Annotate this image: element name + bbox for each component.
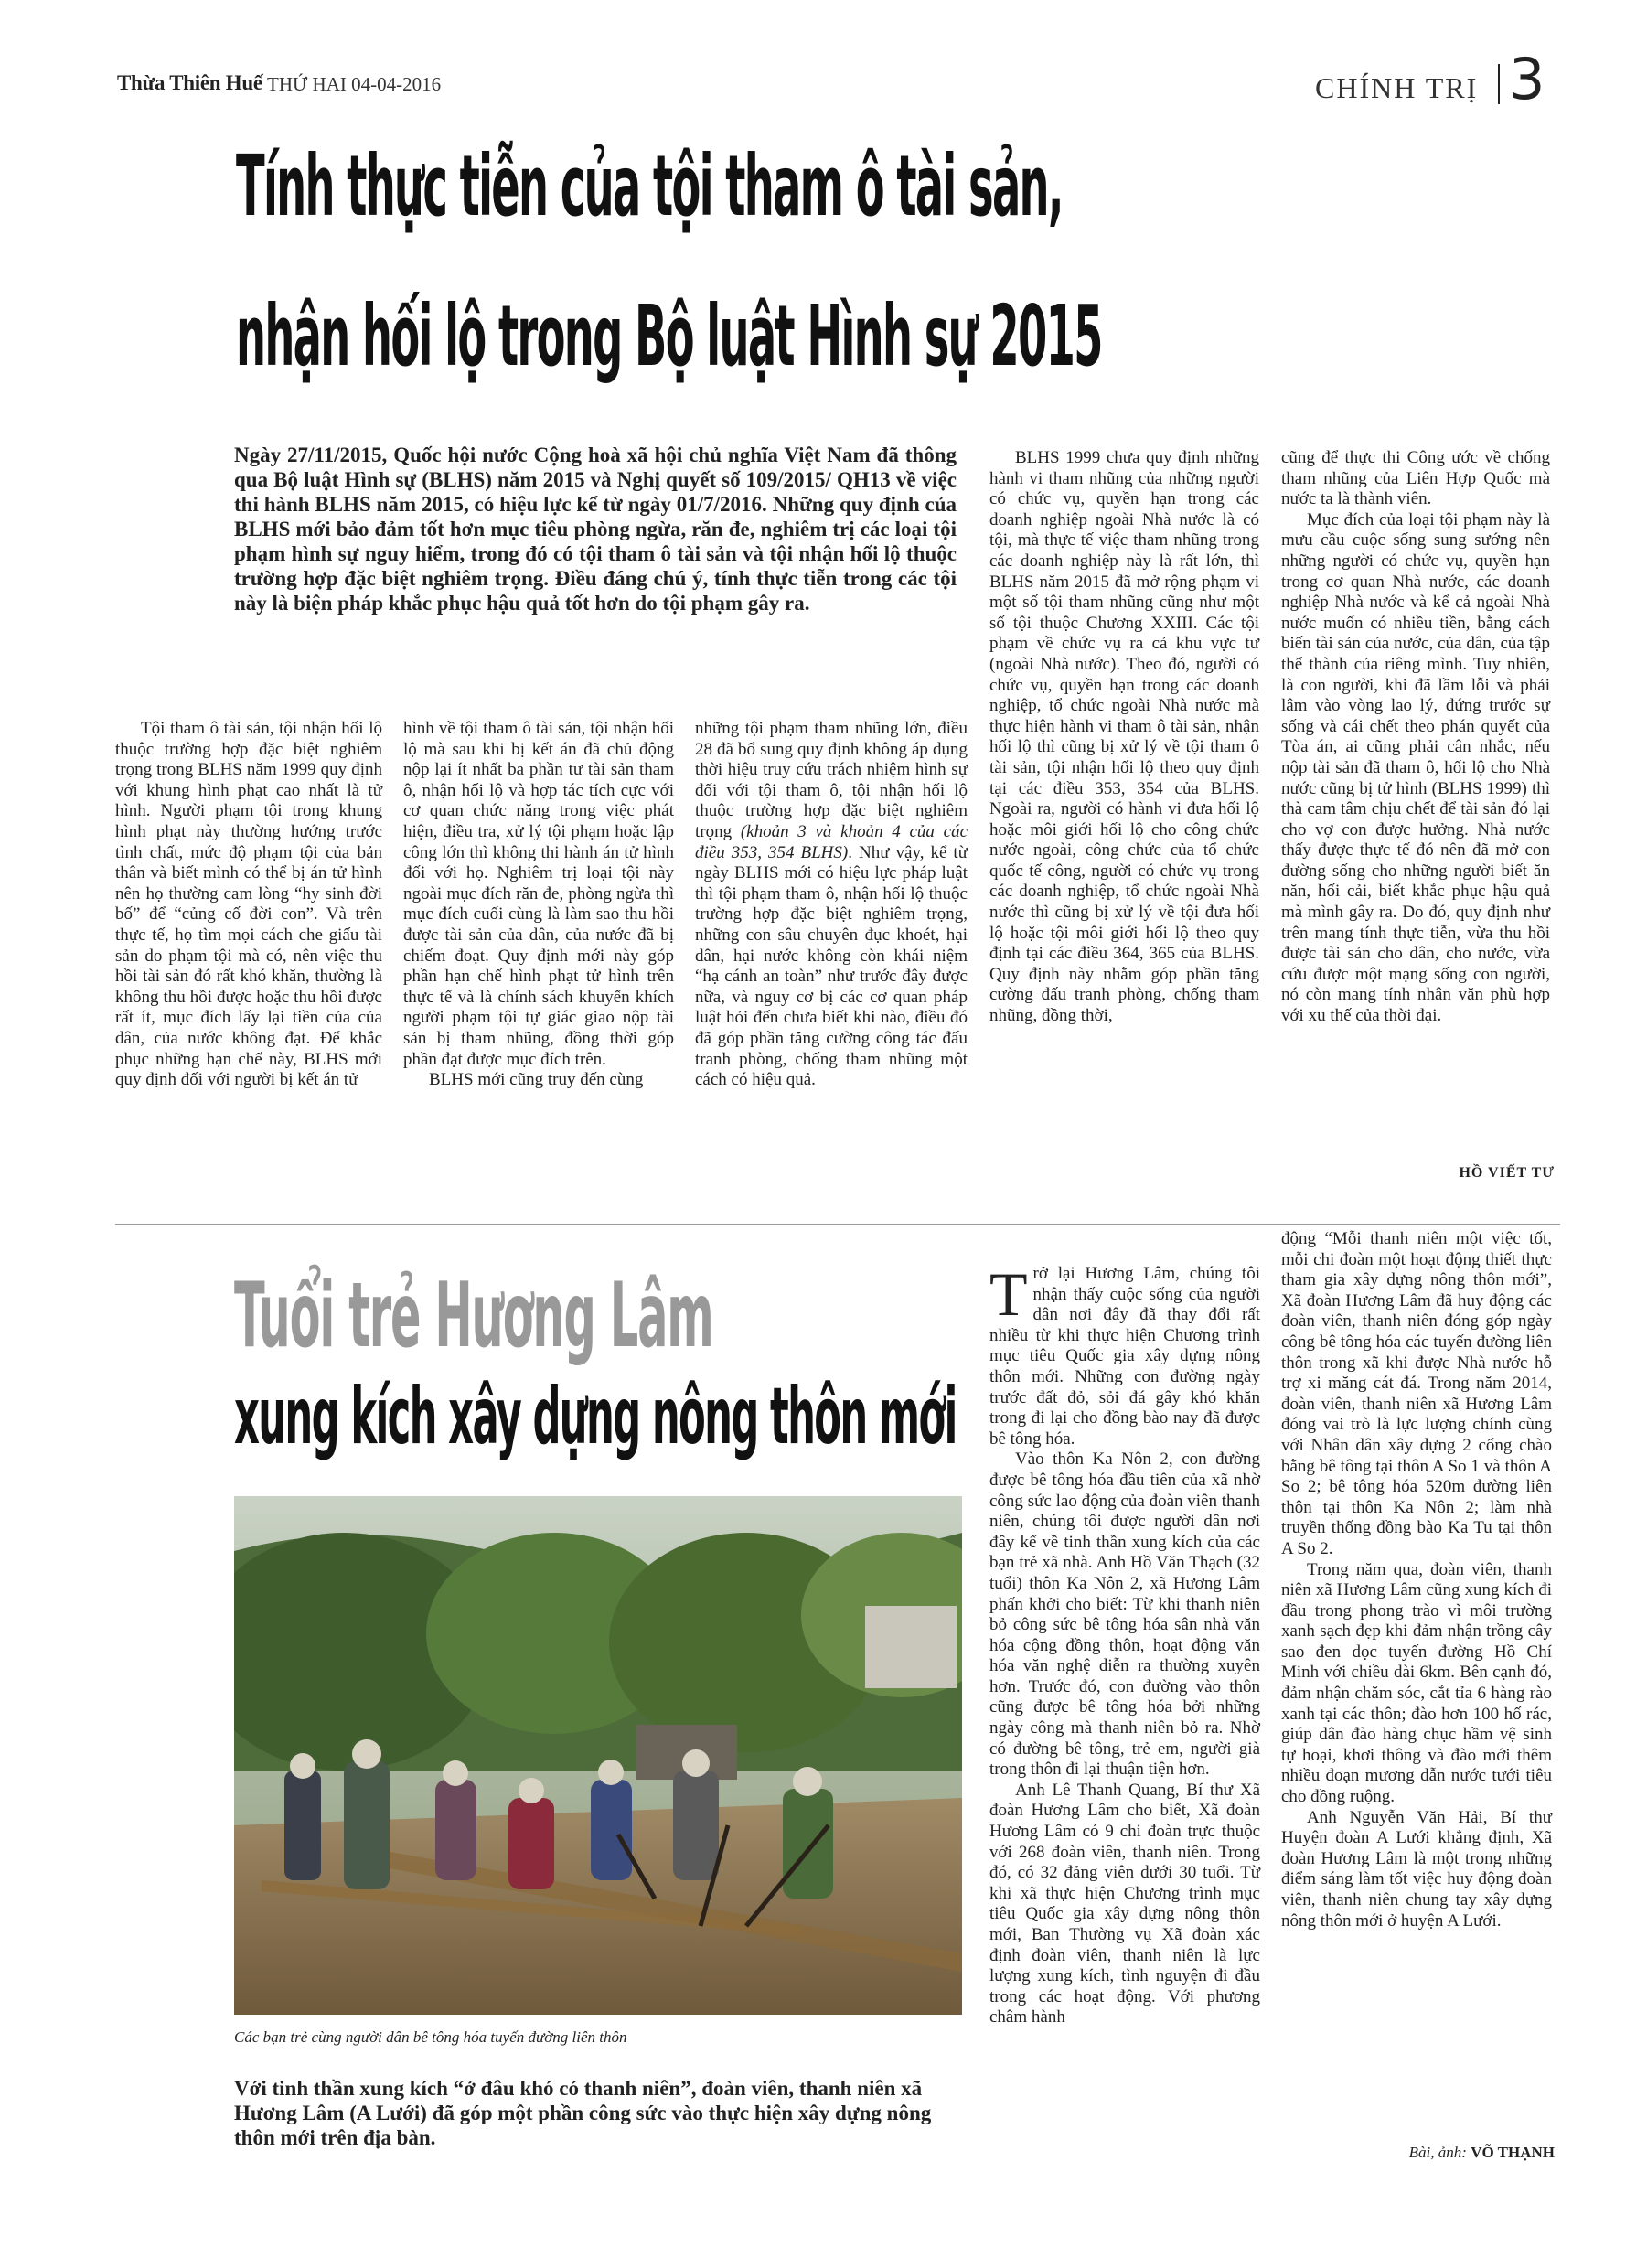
paragraph: BLHS mới cũng truy đến cùng (429, 1070, 644, 1090)
paragraph: Anh Nguyễn Văn Hải, Bí thư Huyện đoàn A Lưới khẳng định, Xã đoàn Hương Lâm là một trong những điểm sáng làm tốt việc huy động đoàn viên, thanh niên chung tay xây dựng nông thôn mới ở huyện A Lưới. (1281, 1807, 1552, 1931)
article2-title-line1: Tuổi trẻ Hương Lâm (234, 1264, 713, 1368)
text-run: những tội phạm tham nhũng lớn, điều 28 đã bổ sung quy định không áp dụng thời hiệu truy cứu trách nhiệm hình sự đối với tội tham ô, tội nhận hối lộ thuộc trường hợp đặc biệt nghiêm trọng (695, 719, 968, 841)
paragraph: Tội tham ô tài sản, tội nhận hối lộ thuộc trường hợp đặc biệt nghiêm trọng trong BLHS năm 1999 quy định với khung hình phạt cao nhất là tử hình. Người phạm tội trong khung hình phạt này thường hướng trước tình chất, mức độ phạm tội của bản thân và biết mình có thể bị án tử hình nên họ thường cam lòng “hy sinh đời bố” để “củng cố đời con”. Và trên thực tế, họ tìm mọi cách che giấu tài sản do phạm tội mà có, nên việc thu hồi tài sản đó rất khó khăn, thường là không thu hồi được hoặc thu hồi được rất ít, mục đích lấy lại tiền của của dân, của nước không đạt. Để khắc phục những hạn chế này, BLHS mới quy định đối với người bị kết án tử (115, 719, 382, 1090)
drop-cap: T (989, 1259, 1028, 1329)
page-number: 3 (1509, 46, 1545, 112)
section-label: CHÍNH TRỊ (1315, 71, 1479, 104)
article2-column-2 (1281, 1229, 1552, 1931)
article2-photo (234, 1496, 962, 2015)
article1-byline: HỒ VIẾT TƯ (1459, 1165, 1555, 1181)
text-run: . Như vậy, kể từ ngày BLHS mới có hiệu lực pháp luật thì tội phạm tham ô, nhận hối lộ thuộc trường hợp đặc biệt nghiêm trọng, những con sâu chuyên đục khoét, hại dân, hại nước không còn khái niệm “hạ cánh an toàn” như trước đây được nữa, và nguy cơ bị các cơ quan pháp luật hỏi đến chưa biết khi nào, điều đó đã góp phần tăng cường công tác đấu tranh phòng, chống tham nhũng một cách có hiệu quả. (695, 842, 968, 1090)
issue-date: THỨ HAI 04-04-2016 (267, 73, 442, 95)
byline-name: VÕ THẠNH (1471, 2144, 1555, 2161)
article1-title-line2: nhận hối lộ trong Bộ luật Hình sự 2015 (236, 287, 1102, 385)
article1-title-line1: Tính thực tiễn của tội tham ô tài sản, (236, 137, 1063, 235)
article2-lead: Với tinh thần xung kích “ở đâu khó có thanh niên”, đoàn viên, thanh niên xã Hương Lâm (A Lưới) đã góp một phần công sức vào thực hiện xây dựng nông thôn mới trên địa bàn. (234, 2077, 932, 2149)
article1-column-4 (989, 448, 1259, 1027)
paragraph: hình về tội tham ô tài sản, tội nhận hối lộ mà sau khi bị kết án đã chủ động nộp lại ít nhất ba phần tư tài sản tham ô, nhận hối lộ và hợp tác tích cực với cơ quan chức năng trong việc phát hiện, điều tra, xử lý tội phạm hoặc lập công lớn thì không thi hành án tử hình đối với họ. Nghiêm trị loại tội này ngoài mục đích răn đe, phòng ngừa thì mục đích cuối cùng là làm sao thu hồi được tài sản của dân, của nước đã bị chiếm đoạt. Quy định mới này góp phần hạn chế hình phạt tử hình trên thực tế và là chính sách khuyến khích người phạm tội tự giác giao nộp tài sản bị tham nhũng, đồng thời góp phần đạt được mục đích trên. (403, 719, 674, 1069)
paragraph (695, 719, 968, 1091)
article2-byline (1353, 2144, 1555, 2162)
article1-lead: Ngày 27/11/2015, Quốc hội nước Cộng hoà xã hội chủ nghĩa Việt Nam đã thông qua Bộ luật Hình sự (BLHS) năm 2015 và Nghị quyết số 109/2015/ QH13 về việc thi hành BLHS năm 2015, có hiệu lực kể từ ngày 01/7/2016. Những quy định của BLHS mới bảo đảm tốt hơn mục tiêu phòng ngừa, răn đe, nghiêm trị các loại tội phạm hình sự nguy hiểm, trong đó có tội tham ô tài sản và tội nhận hối lộ thuộc trường hợp đặc biệt nghiêm trọng. Điều đáng chú ý, tính thực tiễn trong các tội này là biện pháp khắc phục hậu quả tốt hơn do tội phạm gây ra. (234, 444, 957, 615)
text-run: rở lại Hương Lâm, chúng tôi nhận thấy cuộc sống của người dân nơi đây đã thay đổi rất nhiều từ khi thực hiện Chương trình mục tiêu Quốc gia xây dựng nông thôn mới. Những con đường ngày trước đất đỏ, sỏi đá gây khó khăn trong đi lại cho đồng bào nay đã được bê tông hóa. (989, 1264, 1260, 1449)
paragraph: cũng để thực thi Công ước về chống tham nhũng của Liên Hợp Quốc mà nước ta là thành viên. (1281, 448, 1550, 509)
article1-column-1 (115, 719, 382, 1091)
article1-column-2 (403, 719, 674, 1091)
photo-caption: Các bạn trẻ cùng người dân bê tông hóa tuyến đường liên thôn (234, 2028, 627, 2046)
paragraph: Mục đích của loại tội phạm này là mưu cầu cuộc sống sung sướng nên những người có chức vụ, quyền hạn trong cơ quan Nhà nước, các doanh nghiệp Nhà nước và kể cả ngoài Nhà nước muốn có nhiều tiền, bằng cách biến tài sản của nước, của dân, của tập thể thành của riêng mình. Tuy nhiên, là con người, khi đã lầm lỗi và phải lâm vào vòng lao lý, đứng trước sự sống và cái chết theo phán quyết của Tòa án, ai cũng phải cân nhắc, nếu nộp tài sản đã tham ô, hối lộ cho Nhà nước cũng bị tử hình (BLHS 1999) thì thà cam tâm chịu chết để tài sản đó lại cho vợ con được hưởng. Nhà nước thấy được thực tế đó nên đã mở con đường sống cho những người biết ăn năn, hối cải, biết khắc phục hậu quả mà mình gây ra. Do đó, quy định như trên mang tính thực tiễn, vừa thu hồi được tài sản cho dân, cho nước, vừa cứu được một mạng sống con người, nó còn mang tính nhân văn phù hợp với xu thế của thời đại. (1281, 509, 1550, 1026)
paragraph: BLHS 1999 chưa quy định những hành vi tham nhũng của những người có chức vụ, quyền hạn trong các doanh nghiệp ngoài Nhà nước là có tội, mà thực tế việc tham nhũng trong các doanh nghiệp này là rất lớn, thì BLHS năm 2015 đã mở rộng phạm vi một số tội tham nhũng cũng như một số tội thuộc Chương XXIII. Các tội phạm về chức vụ ra cả khu vực tư (ngoài Nhà nước). Theo đó, người có chức vụ, quyền hạn trong các doanh nghiệp, tổ chức ngoài Nhà nước mà thực hiện hành vi tham ô tài sản, nhận hối lộ thì cũng bị xử lý về tội tham ô tài sản, tội nhận hối lộ theo quy định tại các điều 353, 354 của BLHS. Ngoài ra, người có hành vi đưa hối lộ hoặc môi giới hối lộ cho công chức nước ngoài, công chức của tổ chức quốc tế công, người có chức vụ trong các doanh nghiệp, tổ chức ngoài Nhà nước thì cũng bị xử lý về tội đưa hối lộ hoặc tội môi giới hối lộ theo quy định tại các điều 364, 365 của BLHS. Quy định này nhằm góp phần tăng cường đấu tranh phòng, chống tham nhũng, đồng thời, (989, 448, 1259, 1026)
section-divider (1498, 64, 1500, 104)
paragraph: Vào thôn Ka Nôn 2, con đường được bê tông hóa đầu tiên của xã nhờ công sức lao động của đoàn viên thanh niên, chúng tôi được người dân nơi đây kể về tinh thần xung kích của các bạn trẻ xã nhà. Anh Hồ Văn Thạch (32 tuổi) thôn Ka Nôn 2, xã Hương Lâm phấn khởi cho biết: Từ khi thanh niên bỏ công sức bê tông hóa sân nhà văn hóa cộng đồng thôn, hoạt động văn hóa văn nghệ diễn ra thường xuyên hơn. Trước đó, con đường vào thôn cũng được bê tông hóa bởi những ngày công mà thanh niên bỏ ra. Nhờ có đường bê tông, trẻ em, người già trong thôn đi lại thuận tiện hơn. (989, 1450, 1260, 1780)
paragraph (989, 1259, 1260, 1450)
paragraph: Trong năm qua, đoàn viên, thanh niên xã Hương Lâm cũng xung kích đi đầu trong phong trào vì môi trường xanh sạch đẹp khi đảm nhận trồng cây sao đen dọc tuyến đường Hồ Chí Minh với chiều dài 6km. Bên cạnh đó, đảm nhận chăm sóc, cắt tỉa 6 hàng rào xanh tại các thôn; đào hơn 100 hố rác, giúp dân đào hàng chục hầm vệ sinh tự hoại, khơi thông và đào mới thêm nhiều đoạn mương dẫn nước tưới tiêu cho đồng ruộng. (1281, 1559, 1552, 1807)
article-divider (115, 1224, 1560, 1225)
article2-title-line2: xung kích xây dựng nông thôn mới (234, 1371, 957, 1462)
byline-prefix: Bài, ảnh: (1408, 2144, 1467, 2161)
article1-column-3 (695, 719, 968, 1091)
masthead: Thừa Thiên Huế (117, 71, 262, 94)
article1-column-5 (1281, 448, 1550, 1027)
paragraph: động “Mỗi thanh niên một việc tốt, mỗi chi đoàn một hoạt động thiết thực tham gia xây dựng nông thôn mới”, Xã đoàn Hương Lâm đã huy động các đoàn viên, thanh niên đóng góp ngày công bê tông hóa các tuyến đường liên thôn trong xã khi được Nhà nước hỗ trợ xi măng cát đá. Trong năm 2014, đoàn viên, thanh niên xã Hương Lâm đóng vai trò là lực lượng chính cùng với Nhân dân xây dựng 2 cổng chào bằng bê tông tại thôn A So 1 và thôn A So 2; bê tông hóa 520m đường liên thôn tại thôn Ka Nôn 2; làm nhà truyền thống đồng bào Ka Tu tại thôn A So 2. (1281, 1229, 1552, 1558)
article2-column-1 (989, 1259, 1260, 2028)
paragraph: Anh Lê Thanh Quang, Bí thư Xã đoàn Hương Lâm cho biết, Xã đoàn Hương Lâm có 9 chi đoàn trực thuộc với 268 đoàn viên, thanh niên. Trong đó, có 32 đảng viên dưới 30 tuổi. Từ khi xã thực hiện Chương trình mục tiêu Quốc gia xây dựng nông thôn mới, Ban Thường vụ Xã đoàn xác định đoàn viên, thanh niên là lực lượng xung kích, tình nguyện đi đầu trong các hoạt động. Với phương châm hành (989, 1780, 1260, 2027)
legal-reference: (khoản 3 và khoản 4 của các điều 353, 354 BLHS) (695, 821, 968, 862)
